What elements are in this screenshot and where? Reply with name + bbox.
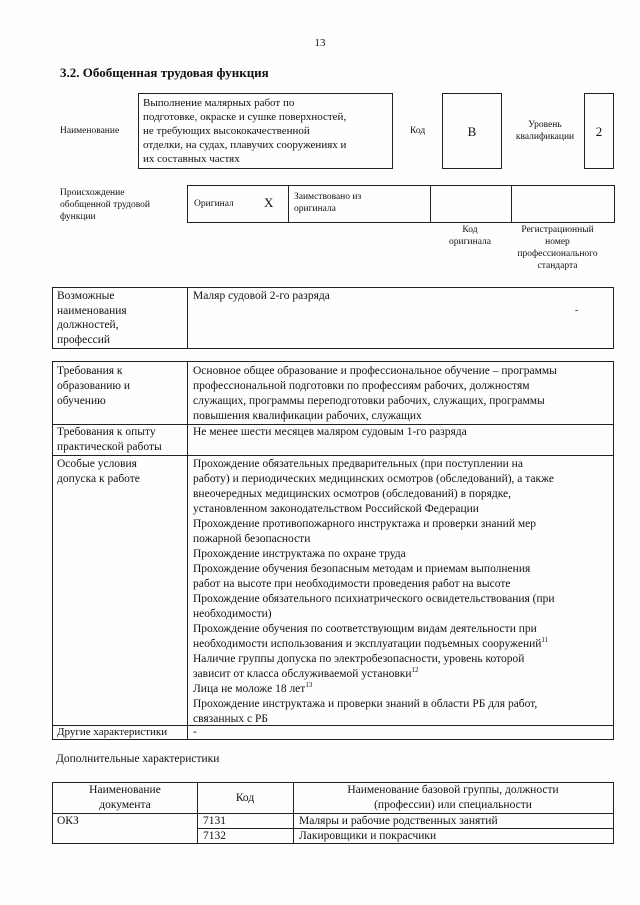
footnote-ref: 13 [305, 681, 313, 689]
education-value-line: профессиональной подготовки по профессиям рабочих, должностям [193, 380, 530, 392]
condition-line: Прохождение обучения безопасным методам и приемам выполнения [193, 563, 531, 575]
function-name-box [138, 93, 393, 169]
condition-line: внеочередных медицинских осмотров (обследований) в порядке, [193, 488, 512, 500]
table-row-doc: ОКЗ [57, 815, 79, 827]
code-original-line: оригинала [449, 237, 491, 247]
additional-title: Дополнительные характеристики [56, 753, 220, 765]
education-value-line: Основное общее образование и профессиональное обучение – программы [193, 365, 557, 377]
other-value: - [193, 726, 197, 738]
positions-label-line: Возможные [57, 290, 115, 302]
condition-line: Наличие группы допуска по электробезопасности, уровень которой [193, 653, 525, 665]
condition-text: Лица не моложе 18 лет [193, 683, 306, 695]
condition-text: необходимости использования и эксплуатации подъемных сооружений [193, 638, 542, 650]
reg-number-line: Регистрационный [521, 225, 594, 235]
condition-line [193, 667, 555, 682]
education-value [193, 364, 557, 424]
footnote-ref: 12 [411, 666, 419, 674]
condition-line: установленном законодательством Российской Федерации [193, 503, 479, 515]
education-label-line: образованию и [57, 380, 130, 392]
additional-table [52, 782, 614, 844]
education-value-line: служащих, программы переподготовки рабочих, служащих, программы [193, 395, 545, 407]
origin-label [60, 187, 150, 223]
page-number: 13 [314, 37, 326, 49]
table-row-code: 7132 [203, 830, 226, 842]
footnote-ref: 11 [541, 636, 549, 644]
table-row-name: Маляры и рабочие родственных занятий [299, 815, 498, 827]
section-title: 3.2. Обобщенная трудовая функция [60, 65, 269, 80]
positions-label-line: профессий [57, 333, 111, 346]
col-doc-header [53, 783, 197, 813]
level-label-line: Уровень [528, 120, 562, 130]
education-label [57, 364, 130, 409]
conditions-label [57, 457, 140, 487]
reg-number-label [500, 224, 615, 272]
conditions-value [193, 457, 555, 727]
condition-line [193, 682, 555, 697]
positions-dash: - [575, 305, 579, 316]
condition-line [193, 637, 555, 652]
code-label: Код [410, 126, 426, 136]
experience-label-line: практической работы [57, 441, 162, 453]
condition-line: Прохождение обязательных предварительных (при поступлении на [193, 458, 523, 470]
level-value: 2 [584, 93, 614, 169]
positions-table [52, 287, 614, 349]
col-doc-header-line: документа [99, 799, 151, 811]
origin-label-line: Происхождение [60, 188, 125, 198]
experience-label [57, 425, 162, 455]
code-value: В [442, 93, 502, 169]
borrowed-label [294, 191, 361, 215]
requirements-table [52, 361, 614, 740]
function-name-line: их составных частях [143, 153, 240, 165]
table-row-code: 7131 [203, 815, 226, 827]
table-row-name: Лакировщики и покрасчики [299, 830, 437, 842]
education-label-line: Требования к [57, 365, 123, 377]
condition-line: работу) и периодических медицинских осмотров (обследований), а также [193, 473, 555, 485]
conditions-label-line: Особые условия [57, 458, 137, 470]
positions-label-line: наименования [57, 304, 127, 317]
col-doc-header-line: Наименование [89, 784, 161, 796]
function-name-line: отделки, на судах, плавучих сооружениях и [143, 139, 347, 151]
name-label: Наименование [60, 126, 120, 136]
original-mark: X [264, 195, 274, 210]
condition-line: Прохождение инструктажа по охране труда [193, 548, 406, 560]
positions-label [57, 289, 127, 347]
condition-line: Прохождение противопожарного инструктажа и проверки знаний мер [193, 518, 536, 530]
origin-table [187, 185, 615, 223]
level-label [505, 119, 585, 143]
reg-number-line: номер [545, 237, 570, 247]
condition-line: работ на высоте при необходимости проведения работ на высоте [193, 578, 511, 590]
borrowed-label-line: Заимствовано из [294, 192, 362, 202]
condition-line: пожарной безопасности [193, 533, 311, 545]
function-name-line: Выполнение малярных работ по [143, 97, 295, 109]
col-name-header [293, 783, 613, 813]
function-name-line: подготовке, окраске и сушке поверхностей, [143, 111, 347, 123]
origin-label-line: функции [60, 212, 96, 222]
education-value-line: повышения квалификации рабочих, служащих [193, 410, 422, 422]
reg-number-line: профессионального [517, 249, 598, 259]
education-label-line: обучению [57, 395, 106, 407]
level-label-line: квалификации [515, 132, 575, 142]
reg-number-line: стандарта [537, 261, 578, 271]
condition-line: Прохождение обучения по соответствующим видам деятельности при [193, 623, 537, 635]
experience-value: Не менее шести месяцев маляром судовым 1-го разряда [193, 426, 467, 438]
experience-label-line: Требования к опыту [57, 426, 156, 438]
col-name-header-line: Наименование базовой группы, должности [347, 784, 559, 796]
function-name-line: не требующих высококачественной [143, 125, 310, 137]
condition-line: связанных с РБ [193, 713, 268, 725]
origin-label-line: обобщенной трудовой [60, 200, 150, 210]
col-name-header-line: (профессии) или специальности [374, 799, 532, 811]
condition-line: необходимости) [193, 608, 272, 620]
borrowed-label-line: оригинала [294, 204, 336, 214]
code-original-line: Код [462, 225, 478, 235]
code-original-label [430, 224, 510, 248]
positions-label-line: должностей, [57, 319, 119, 331]
positions-value: Маляр судовой 2-го разряда [193, 290, 330, 302]
condition-line: Прохождение инструктажа и проверки знаний в области РБ для работ, [193, 698, 538, 710]
conditions-label-line: допуска к работе [57, 473, 140, 485]
col-code-header: Код [235, 792, 255, 804]
original-label: Оригинал [194, 199, 234, 209]
condition-text: зависит от класса обслуживаемой установки [193, 668, 412, 680]
other-label: Другие характеристики [57, 726, 168, 738]
condition-line: Прохождение обязательного психиатрического освидетельствования (при [193, 593, 555, 605]
